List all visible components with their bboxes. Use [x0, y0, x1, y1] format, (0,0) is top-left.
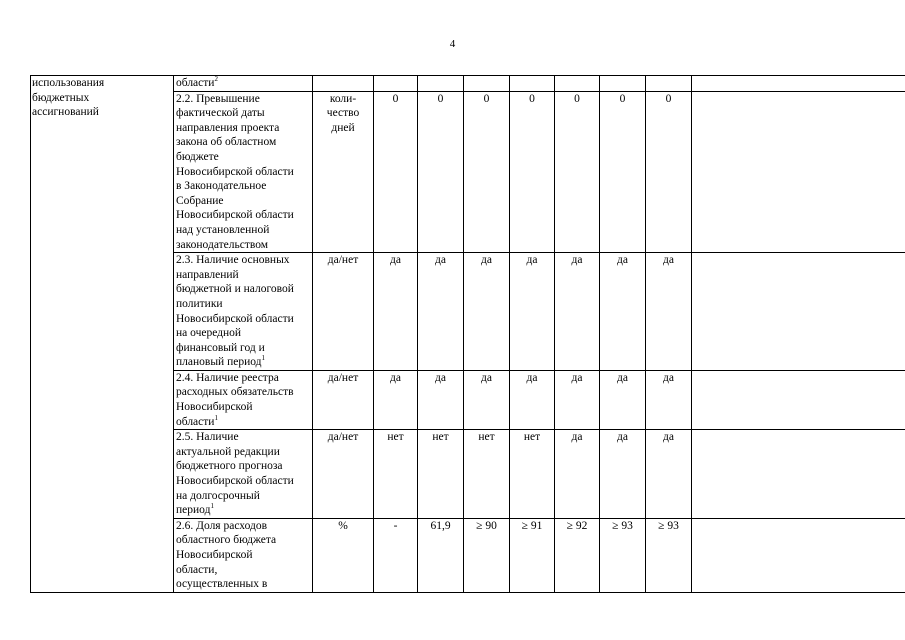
value-cell: 0: [555, 91, 600, 253]
value-cell: нет: [418, 430, 464, 519]
page-number: 4: [449, 38, 456, 50]
value-cell: да: [555, 370, 600, 429]
value-cell: да: [646, 370, 692, 429]
indicator-cell: [174, 76, 313, 92]
indicator-text: 2.5. Наличие актуальной редакции бюджетного прогноза Новосибирской области на долгосрочный период: [176, 431, 294, 517]
notes-cell: [692, 430, 905, 519]
footnote-mark: 1: [261, 354, 266, 363]
table-row: [31, 76, 905, 92]
value-cell: ≥ 90: [464, 518, 510, 592]
value-cell: да: [418, 370, 464, 429]
value-cell: 61,9: [418, 518, 464, 592]
value-cell: да: [555, 430, 600, 519]
value-cell: 0: [374, 91, 418, 253]
value-cell: 0: [464, 91, 510, 253]
indicator-text: 2.3. Наличие основных направлений бюджетной и налоговой политики Новосибирской области на очередной финансовый год и плановый период: [176, 254, 294, 369]
value-cell: [510, 76, 555, 92]
value-cell: да: [646, 430, 692, 519]
footnote-mark: 1: [210, 502, 214, 511]
value-cell: [646, 76, 692, 92]
footnote-mark: 1: [214, 413, 218, 422]
unit-text: коли- чество дней: [326, 92, 360, 134]
value-cell: -: [374, 518, 418, 592]
value-cell: да: [600, 253, 646, 371]
value-cell: да: [374, 253, 418, 371]
value-cell: [374, 76, 418, 92]
value-cell: нет: [464, 430, 510, 519]
unit-cell: [313, 253, 374, 371]
indicator-cell: [174, 430, 313, 519]
value-cell: [600, 76, 646, 92]
value-cell: нет: [374, 430, 418, 519]
unit-text: да/нет: [327, 431, 359, 444]
notes-cell: [692, 253, 905, 371]
unit-text: да/нет: [327, 254, 359, 267]
value-cell: [464, 76, 510, 92]
notes-cell: [692, 91, 905, 253]
indicator-cell: [174, 370, 313, 429]
indicator-text: области: [176, 77, 215, 89]
value-cell: ≥ 92: [555, 518, 600, 592]
unit-cell: [313, 370, 374, 429]
value-cell: да: [464, 253, 510, 371]
value-cell: [555, 76, 600, 92]
value-cell: да: [510, 370, 555, 429]
value-cell: 0: [600, 91, 646, 253]
notes-cell: [692, 76, 905, 92]
footnote-mark: 2: [214, 75, 218, 84]
unit-text: %: [338, 519, 348, 532]
value-cell: да: [418, 253, 464, 371]
value-cell: да: [464, 370, 510, 429]
notes-cell: [692, 370, 905, 429]
indicator-cell: [174, 518, 313, 592]
value-cell: 0: [510, 91, 555, 253]
indicator-cell: [174, 91, 313, 253]
value-cell: ≥ 93: [600, 518, 646, 592]
value-cell: ≥ 91: [510, 518, 555, 592]
section-name-cell: [31, 76, 174, 593]
indicator-cell: [174, 253, 313, 371]
value-cell: [418, 76, 464, 92]
indicator-text: 2.2. Превышение фактической даты направления проекта закона об областном бюджете Новосибирской области в Законодательное Собрание Новосибирской области над установленной законодательством: [176, 92, 294, 251]
value-cell: 0: [646, 91, 692, 253]
value-cell: да: [646, 253, 692, 371]
value-cell: да: [600, 430, 646, 519]
section-name-text: использования бюджетных ассигнований: [32, 77, 105, 119]
value-cell: да: [374, 370, 418, 429]
indicator-text: 2.6. Доля расходов областного бюджета Новосибирской области, осуществленных в: [176, 519, 277, 591]
value-cell: да: [555, 253, 600, 371]
notes-cell: [692, 518, 905, 592]
unit-cell: [313, 91, 374, 253]
value-cell: да: [600, 370, 646, 429]
unit-cell: [313, 430, 374, 519]
value-cell: да: [510, 253, 555, 371]
indicator-text: 2.4. Наличие реестра расходных обязательств Новосибирской области: [176, 371, 294, 428]
value-cell: нет: [510, 430, 555, 519]
unit-cell: [313, 76, 374, 92]
value-cell: 0: [418, 91, 464, 253]
value-cell: ≥ 93: [646, 518, 692, 592]
unit-text: да/нет: [327, 371, 359, 384]
indicators-table: [30, 75, 905, 593]
unit-cell: [313, 518, 374, 592]
